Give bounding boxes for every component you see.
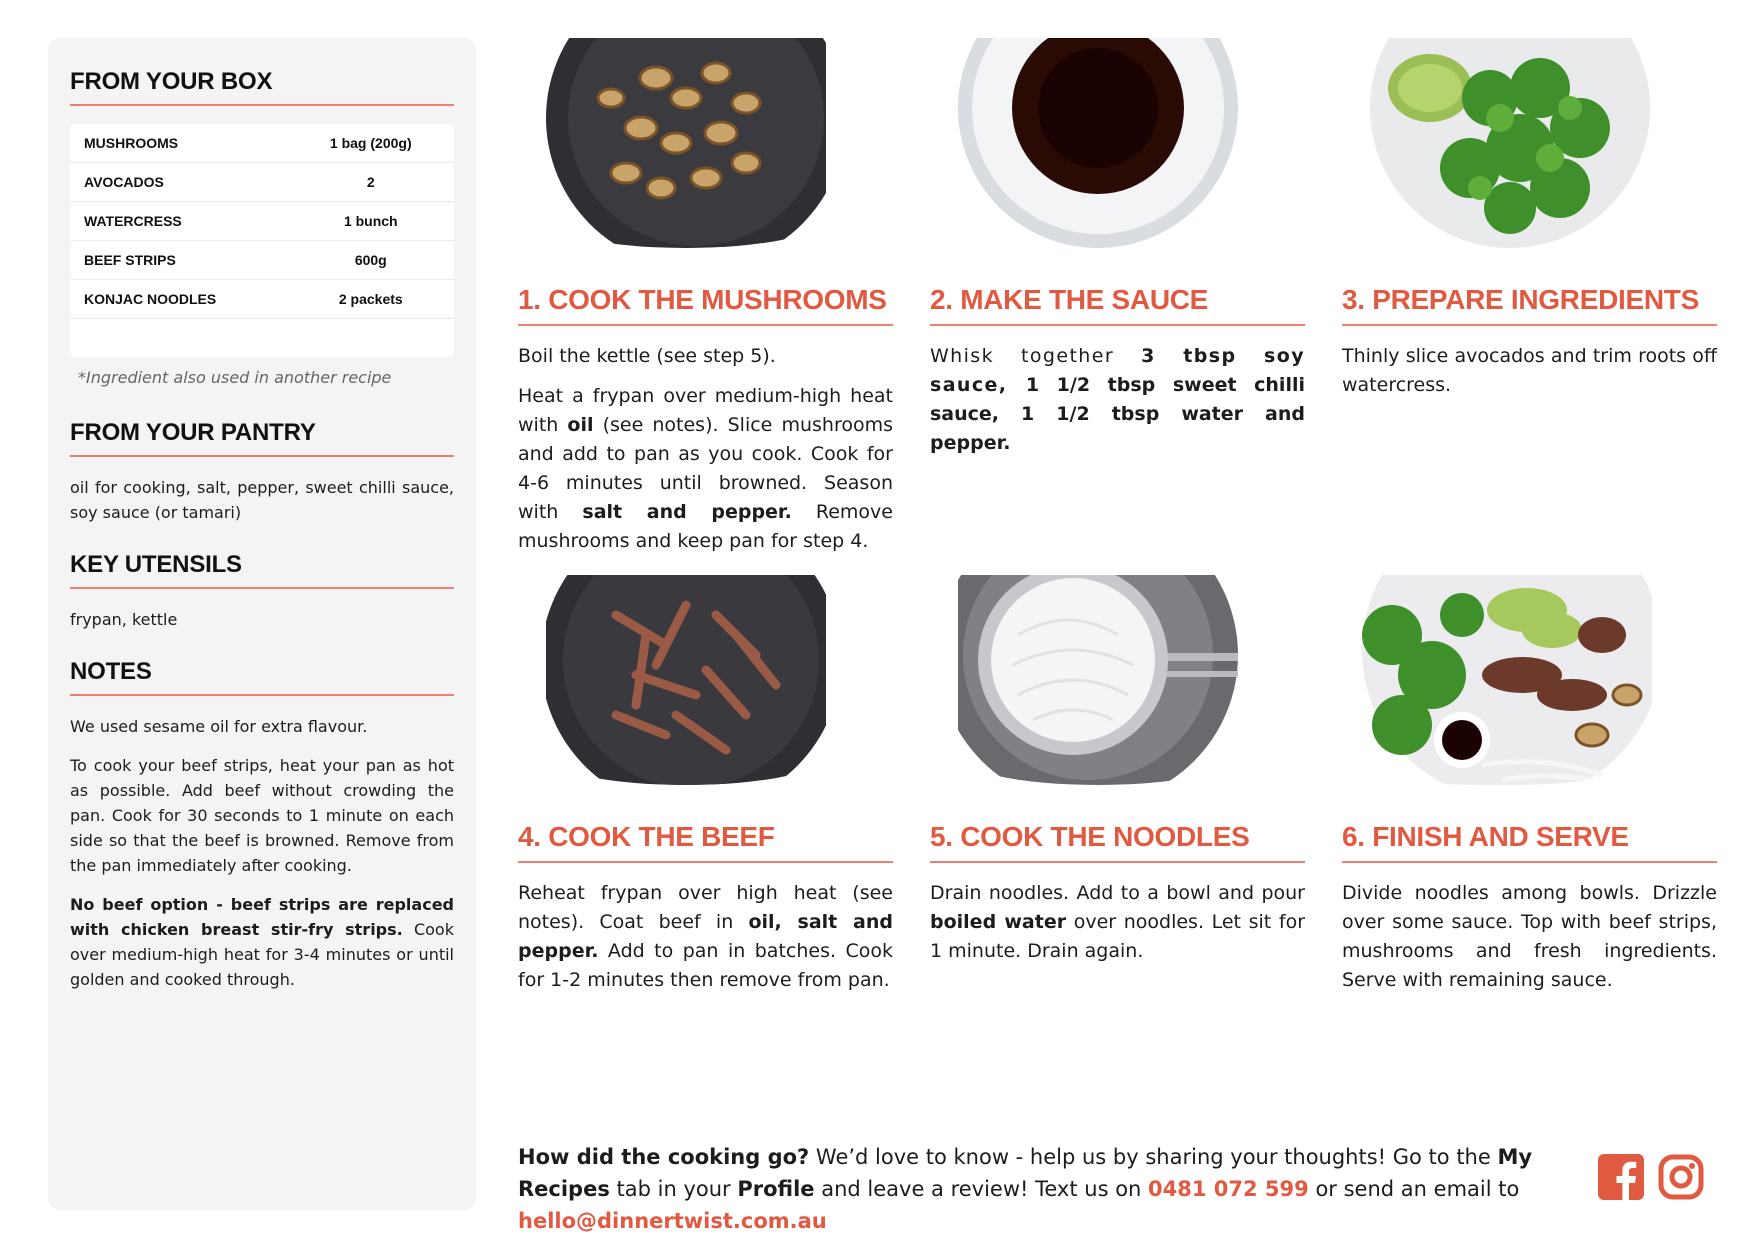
text-run: We’d love to know - help us by sharing your thoughts! Go to the [809,1145,1498,1169]
table-row-empty [70,319,454,357]
utensils-heading: KEY UTENSILS [70,551,454,589]
text-run: or send an email to [1308,1177,1520,1201]
notes-text-3 [70,892,454,992]
step-1-text-1: Boil the kettle (see step 5). [518,345,776,367]
step-4-text-1 [518,879,893,995]
text-run: Reheat frypan over high heat (see notes). Coat beef in [518,882,893,933]
ingredients-table [70,124,454,357]
social-links [1598,1154,1704,1200]
step-5 [930,575,1305,966]
my-recipes-link[interactable]: My Recipes [518,1145,1533,1201]
utensils-section [70,551,454,632]
pantry-section [70,419,454,525]
text-run: over noodles. Let sit for 1 minute. Drain again. [930,911,1306,962]
bold-run: boiled water [930,911,1067,933]
step-4-title: 4. COOK THE BEEF [518,821,893,863]
step-6-title: 6. FINISH AND SERVE [1342,821,1717,863]
mushrooms-pan-image [546,38,826,248]
text-run: Heat a frypan over medium-high heat with [518,385,893,436]
ingredient-name: AVOCADOS [84,174,164,190]
ingredient-footnote: *Ingredient also used in another recipe [78,368,392,387]
bold-run: 1 1/2 tbsp sweet chilli sauce, 1 1/2 tbsp water and pepper. [930,374,1305,454]
sidebar [48,38,476,1210]
footer-question: How did the cooking go? [518,1145,810,1169]
notes-section [70,658,454,992]
sauce-bowl-image [958,38,1238,248]
text-run: Whisk together [930,345,1142,367]
bold-run: oil [567,414,594,436]
profile-link[interactable]: Profile [737,1177,815,1201]
table-row [70,202,454,241]
text-run: (see notes). Slice mushrooms and add to pan as you cook. Cook for 4-6 minutes until browned. Season with [518,414,893,523]
notes-heading: NOTES [70,658,454,696]
step-2 [930,38,1305,458]
text-run: Drain noodles. Add to a bowl and pour [930,882,1305,904]
table-row [70,124,454,163]
ingredient-name: WATERCRESS [84,213,182,229]
table-row [70,163,454,202]
ingredient-qty: 2 packets [338,291,403,307]
pantry-text: oil for cooking, salt, pepper, sweet chilli sauce, soy sauce (or tamari) [70,478,454,522]
step-2-text-1 [930,342,1305,458]
step-3-text-1: Thinly slice avocados and trim roots off watercress. [1342,345,1717,396]
bold-run: salt and pepper. [582,501,792,523]
avocado-watercress-image [1370,38,1650,248]
beef-pan-image [546,575,826,785]
ingredient-qty: 600g [354,252,387,268]
ingredient-name: KONJAC NOODLES [84,291,217,307]
ingredient-qty: 2 [366,174,375,190]
phone-link[interactable]: 0481 072 599 [1148,1177,1309,1201]
feedback-footer [518,1141,1558,1237]
step-1-title: 1. COOK THE MUSHROOMS [518,284,893,326]
notes-text-1: We used sesame oil for extra flavour. [70,717,368,736]
ingredient-name: MUSHROOMS [84,135,179,151]
step-5-title: 5. COOK THE NOODLES [930,821,1305,863]
step-3 [1342,38,1717,400]
step-2-title: 2. MAKE THE SAUCE [930,284,1305,326]
text-run: Add to pan in batches. Cook for 1-2 minutes then remove from pan. [518,940,893,991]
notes-rest: Cook over medium-high heat for 3-4 minutes or until golden and cooked through. [70,920,454,989]
text-run: tab in your [609,1177,738,1201]
ingredient-name: BEEF STRIPS [84,252,176,268]
facebook-icon[interactable] [1598,1154,1644,1200]
bold-run: 3 tbsp soy sauce, [930,345,1306,396]
utensils-text: frypan, kettle [70,610,178,629]
bold-run: oil, salt and pepper. [518,911,894,962]
step-1-text-2 [518,382,893,556]
text-run: Remove mushrooms and keep pan for step 4. [518,501,893,552]
ingredient-qty: 1 bag (200g) [329,135,412,151]
step-4 [518,575,893,995]
step-3-title: 3. PREPARE INGREDIENTS [1342,284,1717,326]
notes-text-2: To cook your beef strips, heat your pan as hot as possible. Add beef without crowding the pan. Cook for 30 seconds to 1 minute on each side so that the beef is browned. Remove from the pan immediately after cooking. [70,756,454,875]
email-link[interactable]: hello@dinnertwist.com.au [518,1209,827,1233]
step-6 [1342,575,1717,995]
pantry-heading: FROM YOUR PANTRY [70,419,454,457]
text-run: and leave a review! Text us on [814,1177,1149,1201]
notes-bold: No beef option - beef strips are replaced with chicken breast stir-fry strips. [70,895,454,939]
step-5-text-1 [930,879,1305,966]
from-your-box-heading: FROM YOUR BOX [70,68,454,106]
step-1 [518,38,893,556]
instagram-icon[interactable] [1658,1154,1704,1200]
table-row [70,280,454,319]
finished-dish-image [1342,575,1652,785]
ingredient-qty: 1 bunch [343,213,398,229]
table-row [70,241,454,280]
step-6-text-1: Divide noodles among bowls. Drizzle over some sauce. Top with beef strips, mushrooms and fresh ingredients. Serve with remaining sauce. [1342,882,1717,991]
noodles-strainer-image [958,575,1238,785]
